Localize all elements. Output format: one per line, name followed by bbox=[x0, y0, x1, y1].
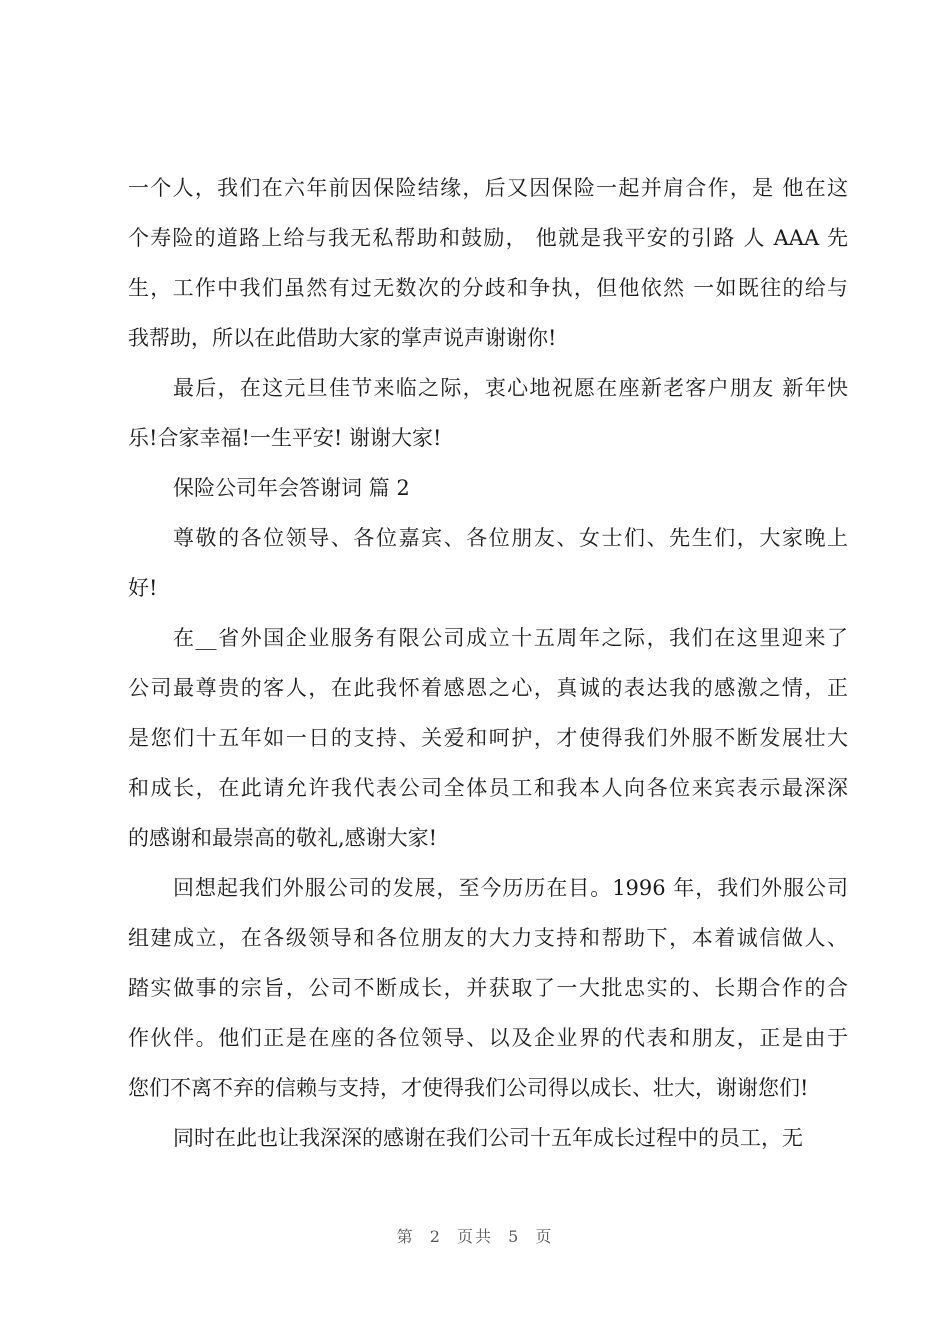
paragraph-line: 组建成立，在各级领导和各位朋友的大力支持和帮助下，本着诚信做人、 bbox=[128, 926, 848, 950]
paragraph-line: 一个人，我们在六年前因保险结缘，后又因保险一起并肩合作，是 他在这 bbox=[128, 176, 848, 200]
paragraph bbox=[128, 513, 848, 613]
paragraph bbox=[128, 1113, 848, 1163]
paragraph-line: 公司最尊贵的客人，在此我怀着感恩之心，真诚的表达我的感激之情，正 bbox=[128, 676, 848, 700]
paragraph-line: 是您们十五年如一日的支持、关爱和呵护，才使得我们外服不断发展壮大 bbox=[128, 726, 848, 750]
paragraph-line: 回想起我们外服公司的发展，至今历历在目。1996 年，我们外服公司 bbox=[173, 876, 848, 900]
paragraph bbox=[128, 863, 848, 1113]
document-body bbox=[128, 163, 848, 1163]
page-number-label: 第 2 页共 5 页 bbox=[396, 1227, 554, 1246]
paragraph-line: 和成长，在此请允许我代表公司全体员工和我本人向各位来宾表示最深深 bbox=[128, 776, 848, 800]
paragraph bbox=[128, 163, 848, 363]
paragraph-line: 的感谢和最崇高的敬礼,感谢大家! bbox=[128, 826, 438, 850]
paragraph bbox=[128, 463, 848, 513]
paragraph-line: 好! bbox=[128, 576, 158, 600]
paragraph-line: 踏实做事的宗旨，公司不断成长，并获取了一大批忠实的、长期合作的合 bbox=[128, 976, 848, 1000]
paragraph-line: 保险公司年会答谢词 篇 2 bbox=[173, 476, 410, 500]
paragraph bbox=[128, 613, 848, 863]
paragraph bbox=[128, 363, 848, 463]
paragraph-line: 生，工作中我们虽然有过无数次的分歧和争执，但他依然 一如既往的给与 bbox=[128, 276, 848, 300]
paragraph-line: 乐!合家幸福!一生平安! 谢谢大家! bbox=[128, 426, 442, 450]
paragraph-line: 尊敬的各位领导、各位嘉宾、各位朋友、女士们、先生们，大家晚上 bbox=[173, 526, 848, 550]
paragraph-line: 我帮助，所以在此借助大家的掌声说声谢谢你! bbox=[128, 326, 557, 350]
paragraph-line: 在__省外国企业服务有限公司成立十五周年之际，我们在这里迎来了 bbox=[173, 626, 848, 650]
paragraph-line: 您们不离不弃的信赖与支持，才使得我们公司得以成长、壮大，谢谢您们! bbox=[128, 1076, 809, 1100]
paragraph-line: 同时在此也让我深深的感谢在我们公司十五年成长过程中的员工，无 bbox=[173, 1126, 803, 1150]
paragraph-line: 个寿险的道路上给与我无私帮助和鼓励， 他就是我平安的引路 人 AAA 先 bbox=[128, 226, 848, 250]
page-footer bbox=[0, 1224, 950, 1247]
paragraph-line: 最后，在这元旦佳节来临之际，衷心地祝愿在座新老客户朋友 新年快 bbox=[173, 376, 848, 400]
paragraph-line: 作伙伴。他们正是在座的各位领导、以及企业界的代表和朋友，正是由于 bbox=[128, 1026, 848, 1050]
